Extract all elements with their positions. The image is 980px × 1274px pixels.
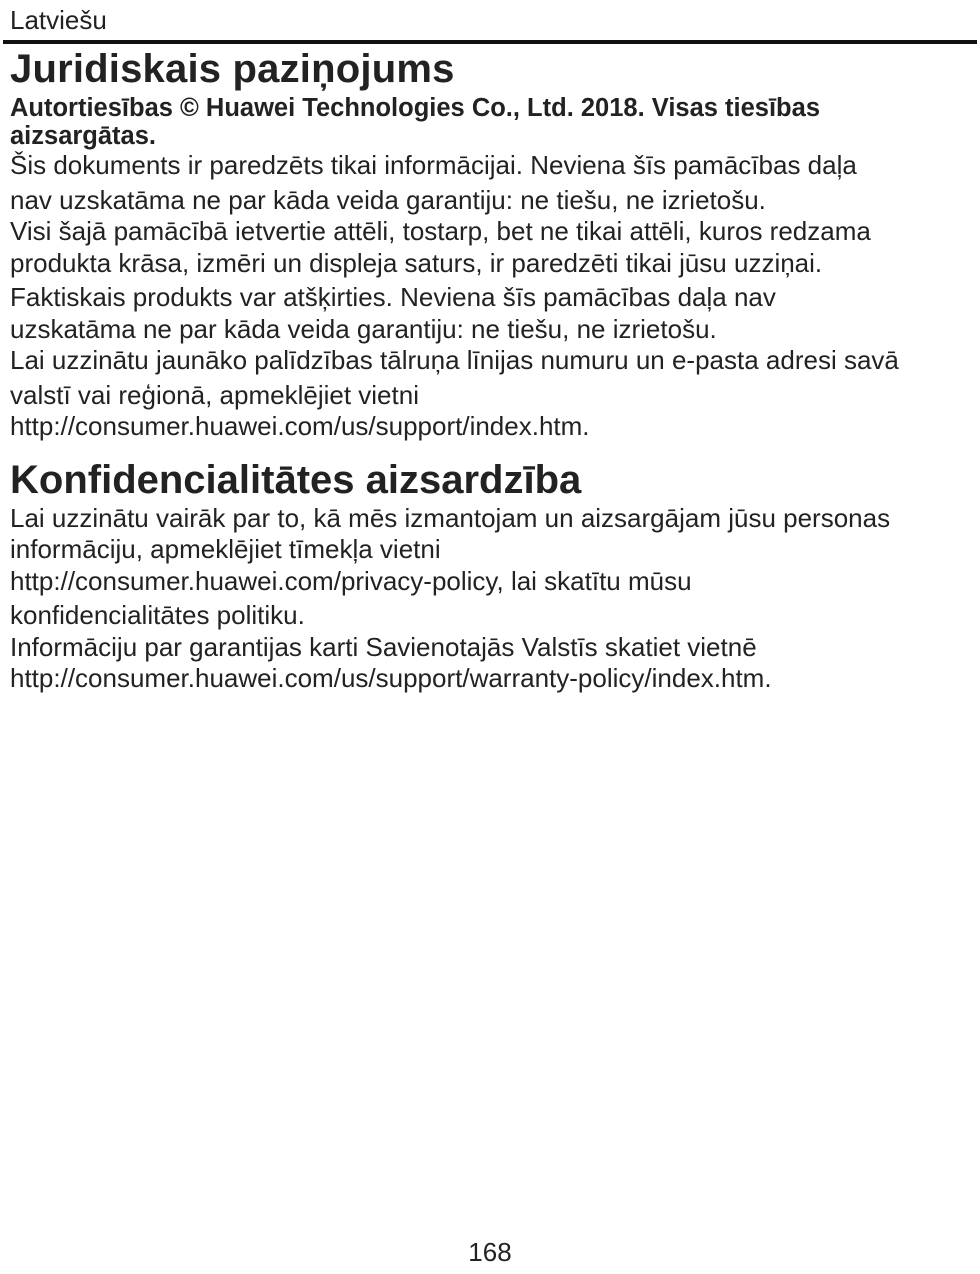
body-line: Faktiskais produkts var atšķirties. Neviena šīs pamācības daļa nav: [10, 282, 776, 312]
header-divider: [3, 40, 977, 44]
body-line: Visi šajā pamācībā ietvertie attēli, tostarp, bet ne tikai attēli, kuros redzama: [10, 216, 871, 246]
copyright-notice: [10, 94, 975, 150]
legal-notice-title: Juridiskais paziņojums: [10, 47, 455, 91]
body-line: Lai uzzinātu jaunāko palīdzības tālruņa līnijas numuru un e-pasta adresi savā: [10, 345, 899, 375]
privacy-title: Konfidencialitātes aizsardzība: [10, 457, 582, 502]
support-link[interactable]: http://consumer.huawei.com/us/support/index.htm.: [10, 411, 590, 441]
body-line: Lai uzzinātu vairāk par to, kā mēs izmantojam un aizsargājam jūsu personas: [10, 502, 891, 533]
body-line: konfidencialitātes politiku.: [10, 600, 305, 630]
page-number: 168: [468, 1237, 512, 1267]
copyright-line: aizsargātas.: [10, 122, 157, 150]
body-line: informāciju, apmeklējiet tīmekļa vietni: [10, 534, 441, 564]
page-content: [10, 46, 975, 695]
body-line: nav uzskatāma ne par kāda veida garantiju: ne tiešu, ne izrietošu.: [10, 184, 766, 215]
body-line: Šis dokuments ir paredzēts tikai informācijai. Neviena šīs pamācības daļa: [10, 150, 857, 180]
privacy-policy-link[interactable]: http://consumer.huawei.com/privacy-policy, lai skatītu mūsu: [10, 565, 692, 596]
warranty-policy-link[interactable]: http://consumer.huawei.com/us/support/warranty-policy/index.htm.: [10, 663, 772, 693]
body-line: valstī vai reģionā, apmeklējiet vietni: [10, 379, 419, 410]
body-line: uzskatāma ne par kāda veida garantiju: ne tiešu, ne izrietošu.: [10, 313, 717, 344]
language-header: Latviešu: [10, 5, 107, 35]
legal-notice-body: [10, 150, 975, 443]
body-line: produkta krāsa, izmēri un displeja saturs, ir paredzēti tikai jūsu uzziņai.: [10, 247, 823, 278]
body-line: Informāciju par garantijas karti Savienotajās Valstīs skatiet vietnē: [10, 631, 757, 662]
privacy-body: [10, 503, 975, 695]
copyright-line: Autortiesības © Huawei Technologies Co., Ltd. 2018. Visas tiesības: [10, 94, 820, 122]
